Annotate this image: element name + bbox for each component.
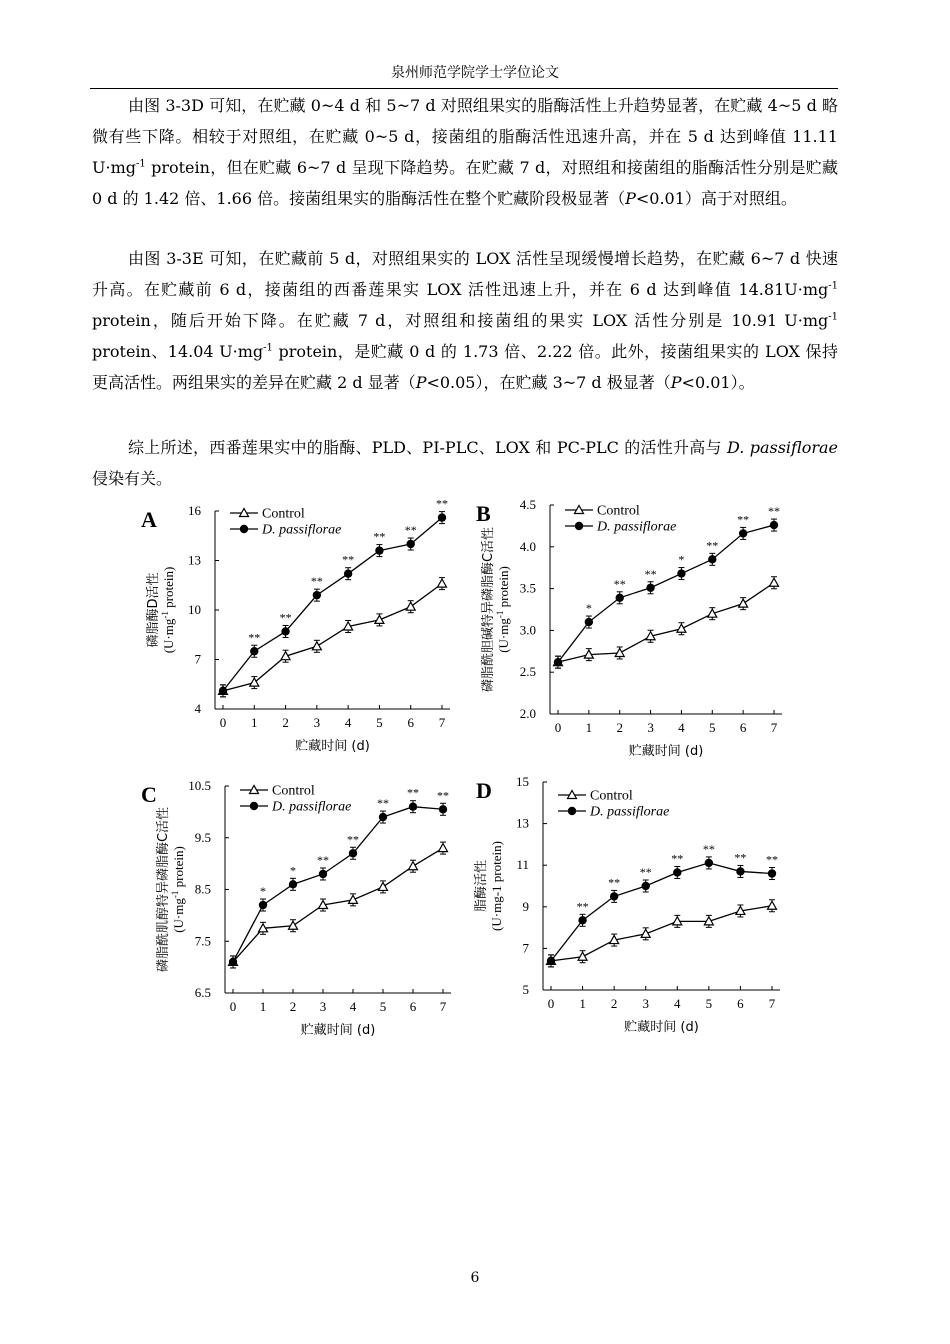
chart-panel-b	[470, 495, 945, 770]
data-point	[379, 882, 388, 890]
legend-label-treated: D. passiflorae	[590, 804, 670, 820]
data-point	[677, 624, 686, 632]
y-tick-label: 3.5	[519, 580, 536, 596]
significance-mark: *	[290, 863, 296, 878]
data-point	[406, 602, 415, 610]
significance-mark: **	[608, 875, 621, 890]
chart-svg	[470, 772, 810, 1047]
text-run: <0.01）高于对照组。	[635, 189, 797, 208]
panel-label: D	[476, 778, 492, 803]
x-tick-label: 5	[379, 999, 387, 1014]
legend-label-control: Control	[272, 783, 315, 799]
significance-mark: **	[407, 785, 419, 800]
significance-mark: **	[644, 566, 657, 581]
data-point	[349, 849, 357, 857]
significance-mark: **	[248, 630, 261, 645]
text-run: 由图 3-3D 可知，在贮藏 0~4 d 和 5~7 d 对照组果实的脂酶活性上升趋势显著，在贮藏 4~5 d 略微有些下降。相较于对照组，在贮藏 0~5 d，接菌组的脂酶活性迅速升高，并在 5 d 达到峰值 11.11 U·mg	[92, 96, 838, 177]
x-tick-label: 0	[219, 715, 227, 730]
y-axis-unit-label	[170, 846, 186, 933]
data-point	[585, 618, 593, 626]
y-axis-unit-label	[489, 841, 504, 931]
x-tick-label: 3	[319, 999, 327, 1014]
significance-mark: **	[768, 504, 780, 519]
x-tick-label: 6	[407, 715, 414, 730]
data-point	[313, 591, 321, 599]
significance-mark: **	[766, 852, 778, 867]
data-point	[646, 584, 654, 592]
legend-marker-circle	[240, 525, 248, 533]
y-unit-superscript: -1	[170, 890, 180, 899]
legend-marker-circle	[568, 807, 576, 815]
y-tick-label: 11	[516, 857, 529, 873]
y-axis-label: 磷脂酰肌醇特异磷脂酶C活性	[156, 806, 171, 973]
y-tick-label: 2.0	[519, 706, 536, 721]
panel-label: C	[141, 782, 157, 807]
data-point	[229, 958, 237, 966]
text-run: protein，随后开始下降。在贮藏 7 d，对照组和接菌组的果实 LOX 活性分别是 10.91 U·mg	[92, 311, 829, 330]
significance-mark: **	[702, 841, 715, 856]
x-tick-label: 1	[579, 996, 586, 1011]
text-run: 综上所述，西番莲果实中的脂酶、PLD、PI-PLC、LOX 和 PC-PLC 的活性升高与	[128, 438, 728, 457]
significance-mark: **	[437, 788, 449, 803]
x-tick-label: 4	[674, 996, 681, 1011]
y-unit-part: (U·mg	[171, 898, 186, 933]
superscript: -1	[828, 280, 838, 292]
data-point	[739, 599, 748, 607]
significance-mark: **	[347, 832, 359, 847]
x-tick-label: 5	[709, 720, 716, 735]
y-unit-part: (U·mg-1 protein)	[489, 841, 504, 931]
x-tick-label: 1	[585, 720, 593, 735]
chart-panel-d	[470, 772, 945, 1047]
y-unit-superscript: -1	[160, 611, 170, 619]
significance-mark: **	[436, 496, 448, 511]
x-tick-label: 6	[737, 996, 744, 1011]
chart-svg	[135, 772, 475, 1047]
y-tick-label: 2.5	[519, 664, 536, 680]
data-point	[578, 952, 587, 960]
paragraph-lox	[92, 243, 838, 398]
data-point	[736, 867, 744, 875]
data-point	[705, 859, 713, 867]
p-value-symbol: P	[415, 373, 427, 392]
significance-mark: **	[342, 552, 355, 567]
data-point	[610, 892, 618, 900]
y-tick-label: 4.0	[519, 538, 536, 554]
series-line	[558, 525, 774, 662]
x-tick-label: 1	[251, 715, 258, 730]
data-point	[438, 513, 446, 521]
y-axis-unit-label	[160, 567, 176, 654]
data-point	[379, 813, 387, 821]
text-run: protein，但在贮藏 6~7 d 呈现下降趋势。在贮藏 7 d，对照组和接菌组的脂酶活性分别是贮藏 0 d 的 1.42 倍、1.66 倍。接菌组果实的脂酶活性在整个贮藏阶段极显著（	[92, 158, 838, 208]
significance-mark: **	[404, 523, 417, 537]
y-unit-part: (U·mg	[496, 618, 511, 653]
paragraph-lipase	[92, 90, 838, 214]
x-tick-label: 2	[610, 996, 618, 1011]
species-name: D. passiflorae	[727, 438, 838, 457]
y-tick-label: 10	[188, 602, 201, 617]
x-axis-label: 贮藏时间 (d)	[300, 1023, 376, 1038]
running-header: 泉州师范学院学士学位论文	[391, 65, 559, 81]
data-point	[616, 594, 624, 602]
x-tick-label: 0	[229, 999, 237, 1014]
y-tick-label: 9	[522, 898, 529, 914]
x-tick-label: 3	[642, 996, 649, 1011]
data-point	[259, 901, 267, 909]
text-run: <0.05），在贮藏 3~7 d 极显著（	[426, 373, 671, 392]
x-tick-label: 6	[409, 999, 417, 1014]
y-unit-part: protein)	[496, 566, 511, 611]
x-tick-label: 3	[647, 720, 654, 735]
text-run: <0.01）。	[681, 373, 755, 392]
x-tick-label: 2	[282, 715, 289, 730]
x-tick-label: 2	[289, 999, 297, 1014]
y-tick-label: 8.5	[194, 881, 211, 897]
significance-mark: **	[576, 899, 589, 914]
y-unit-part: (U·mg	[161, 618, 176, 654]
data-point	[739, 529, 747, 537]
y-tick-label: 10.5	[188, 778, 211, 793]
text-run: protein，是贮藏 0 d 的 1.73 倍、2.22 倍。此外，接菌组果实的 LOX 保持更高活性。两组果实的差异在贮藏 2 d 显著（	[92, 342, 838, 392]
y-tick-label: 16	[188, 503, 201, 518]
data-point	[677, 569, 685, 577]
x-tick-label: 1	[259, 999, 267, 1014]
text-run: 由图 3-3E 可知，在贮藏前 5 d，对照组果实的 LOX 活性呈现缓慢增长趋势，在贮藏 6~7 d 快速升高。在贮藏前 6 d，接菌组的西番莲果实 LOX 活性迅速上升，并在 6 d 达到峰值 14.81U·mg	[92, 249, 838, 299]
significance-mark: **	[310, 574, 323, 589]
data-point	[642, 882, 650, 890]
legend-label-treated: D. passiflorae	[262, 522, 342, 538]
x-tick-label: 6	[739, 720, 747, 735]
y-axis-label: 磷脂酰胆碱特异磷脂酶C活性	[481, 526, 496, 693]
x-axis-label: 贮藏时间 (d)	[624, 1020, 699, 1035]
y-tick-label: 7	[522, 940, 529, 956]
y-tick-label: 9.5	[194, 829, 211, 845]
data-point	[219, 687, 227, 695]
significance-mark: **	[317, 852, 329, 867]
y-tick-label: 13	[188, 552, 201, 568]
data-point	[344, 570, 352, 578]
y-tick-label: 4	[194, 701, 201, 716]
significance-mark: **	[613, 576, 626, 591]
legend-label-treated: D. passiflorae	[597, 519, 677, 535]
y-axis-label: 磷脂酶D活性	[146, 572, 161, 648]
paragraph-summary	[92, 432, 838, 494]
legend-label-control: Control	[597, 503, 640, 519]
significance-mark: **	[377, 796, 389, 811]
p-value-symbol: P	[670, 373, 682, 392]
significance-mark: **	[671, 851, 684, 866]
significance-mark: **	[737, 512, 750, 527]
data-point	[409, 803, 417, 811]
significance-mark: *	[678, 552, 685, 567]
y-tick-label: 6.5	[194, 985, 211, 1000]
x-tick-label: 0	[547, 996, 555, 1011]
data-point	[673, 868, 681, 876]
data-point	[312, 642, 321, 650]
y-axis-unit-label	[495, 566, 511, 653]
data-point	[289, 921, 298, 929]
legend-label-treated: D. passiflorae	[272, 799, 352, 815]
data-point	[770, 521, 778, 529]
data-point	[768, 901, 777, 909]
text-run: protein、14.04 U·mg	[92, 342, 264, 361]
y-unit-superscript: -1	[495, 610, 505, 619]
data-point	[641, 929, 650, 937]
superscript: -1	[135, 158, 146, 170]
significance-mark: *	[585, 601, 592, 616]
x-tick-label: 7	[438, 715, 446, 730]
page-number: 6	[470, 1270, 480, 1286]
data-point	[409, 862, 418, 870]
significance-mark: **	[734, 850, 747, 865]
panel-label: B	[476, 501, 491, 526]
data-point	[578, 916, 586, 924]
data-point	[407, 540, 415, 548]
data-point	[250, 647, 258, 655]
data-point	[547, 957, 555, 965]
x-tick-label: 5	[376, 715, 383, 730]
chart-svg	[470, 495, 810, 770]
data-point	[770, 578, 779, 586]
data-point	[768, 869, 776, 877]
data-point	[375, 615, 384, 623]
x-axis-label: 贮藏时间 (d)	[628, 744, 704, 759]
header-rule	[90, 88, 838, 89]
data-point	[375, 546, 383, 554]
y-tick-label: 4.5	[519, 497, 536, 512]
y-axis-label: 脂酶活性	[474, 859, 489, 913]
y-tick-label: 7	[194, 651, 201, 667]
legend-marker-circle	[575, 522, 583, 530]
panel-label: A	[141, 507, 157, 532]
y-unit-part: protein)	[161, 566, 176, 612]
x-tick-label: 4	[349, 999, 357, 1014]
significance-mark: **	[279, 610, 292, 625]
x-tick-label: 3	[313, 715, 321, 730]
x-tick-label: 4	[678, 720, 685, 735]
x-tick-label: 4	[344, 715, 352, 730]
text-run: 侵染有关。	[92, 469, 173, 488]
significance-mark: **	[706, 538, 719, 553]
data-point	[439, 805, 447, 813]
y-tick-label: 3.0	[519, 622, 536, 638]
data-point	[615, 648, 624, 656]
data-point	[439, 844, 448, 852]
superscript: -1	[263, 342, 273, 354]
data-point	[708, 555, 716, 563]
superscript: -1	[828, 311, 838, 323]
y-tick-label: 15	[516, 774, 529, 789]
legend-label-control: Control	[590, 788, 633, 804]
y-tick-label: 7.5	[194, 933, 211, 949]
data-point	[289, 880, 297, 888]
significance-mark: *	[260, 884, 266, 899]
x-axis-label: 贮藏时间 (d)	[295, 739, 370, 754]
x-tick-label: 5	[705, 996, 713, 1011]
y-tick-label: 5	[522, 982, 529, 997]
data-point	[319, 870, 327, 878]
y-tick-label: 13	[516, 815, 529, 831]
data-point	[438, 579, 447, 587]
legend-marker-circle	[250, 802, 258, 810]
significance-mark: **	[639, 865, 652, 879]
x-tick-label: 7	[768, 996, 776, 1011]
x-tick-label: 0	[554, 720, 562, 735]
data-point	[281, 627, 289, 635]
legend-label-control: Control	[262, 506, 305, 522]
p-value-symbol: P	[625, 189, 636, 208]
x-tick-label: 7	[439, 999, 447, 1014]
x-tick-label: 7	[770, 720, 778, 735]
x-tick-label: 2	[616, 720, 623, 735]
significance-mark: **	[373, 529, 386, 544]
data-point	[554, 658, 562, 666]
y-unit-part: protein)	[171, 846, 186, 891]
chart-svg	[135, 495, 475, 770]
data-point	[349, 895, 358, 903]
